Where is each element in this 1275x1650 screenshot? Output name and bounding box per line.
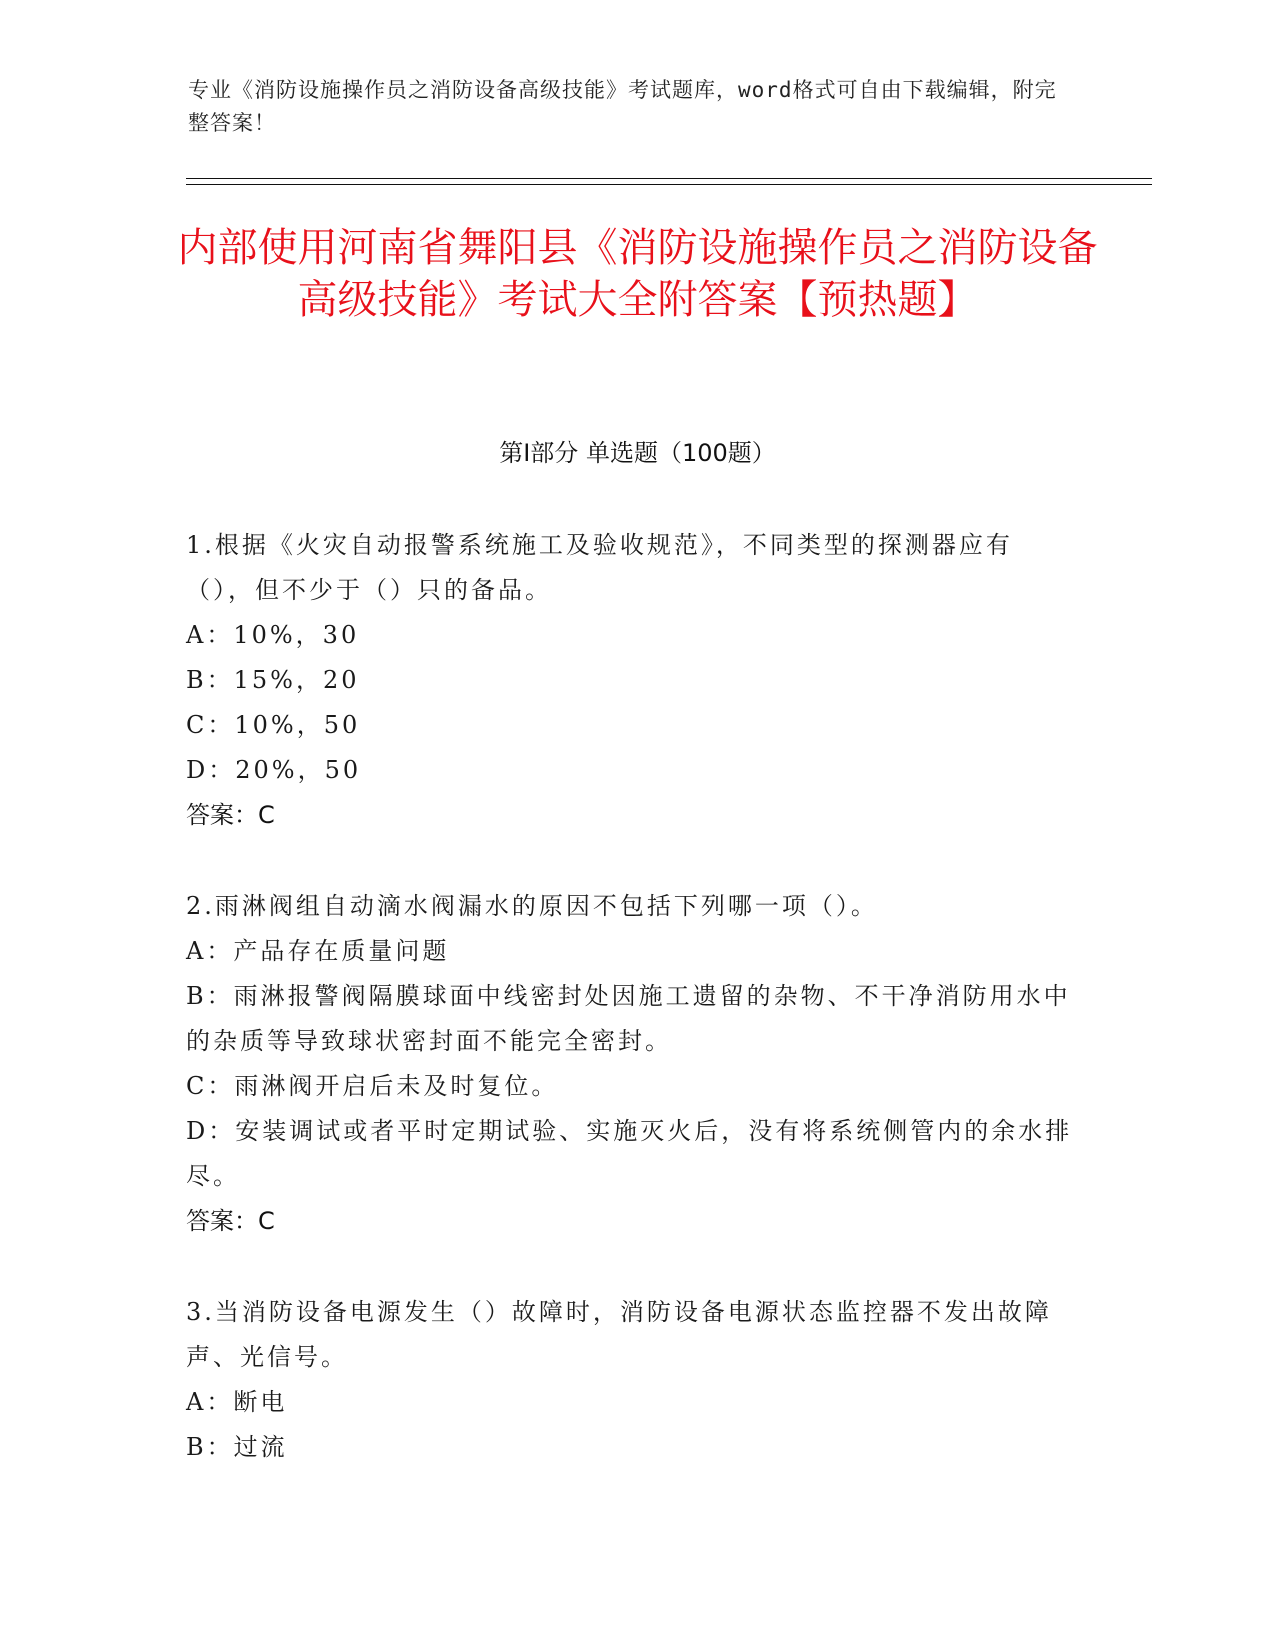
- answer: 答案：C: [186, 801, 275, 829]
- question-stem: 3.当消防设备电源发生（）故障时，消防设备电源状态监控器不发出故障声、光信号。: [186, 1298, 1052, 1371]
- question-1: [186, 523, 1076, 838]
- question-stem: 1.根据《火灾自动报警系统施工及验收规范》，不同类型的探测器应有（），但不少于（）只的备品。: [186, 531, 1013, 604]
- option-b: B：过流: [186, 1433, 288, 1461]
- option-b: B：15%，20: [186, 666, 360, 694]
- section-title: 第Ⅰ部分 单选题（100题）: [499, 439, 776, 467]
- option-a: A：10%，30: [186, 621, 360, 649]
- question-3: [186, 1290, 1076, 1470]
- option-b: B：雨淋报警阀隔膜球面中线密封处因施工遗留的杂物、不干净消防用水中的杂质等导致球状密封面不能完全密封。: [186, 982, 1071, 1055]
- option-d: D：安装调试或者平时定期试验、实施灭火后，没有将系统侧管内的余水排尽。: [186, 1117, 1073, 1190]
- answer: 答案：C: [186, 1207, 275, 1235]
- header-divider-top: [186, 178, 1152, 179]
- option-c: C：10%，50: [186, 711, 361, 739]
- question-stem: 2.雨淋阀组自动滴水阀漏水的原因不包括下列哪一项（）。: [186, 892, 878, 920]
- option-a: A：断电: [186, 1388, 288, 1416]
- option-c: C：雨淋阀开启后未及时复位。: [186, 1072, 559, 1100]
- header-note: 专业《消防设施操作员之消防设备高级技能》考试题库，word格式可自由下载编辑，附完整答案！: [188, 78, 1057, 135]
- document-title: 内部使用河南省舞阳县《消防设施操作员之消防设备高级技能》考试大全附答案【预热题】: [177, 225, 1098, 323]
- option-a: A：产品存在质量问题: [186, 937, 450, 965]
- header-divider-bottom: [186, 184, 1152, 185]
- question-2: [186, 884, 1076, 1244]
- option-d: D：20%，50: [186, 756, 362, 784]
